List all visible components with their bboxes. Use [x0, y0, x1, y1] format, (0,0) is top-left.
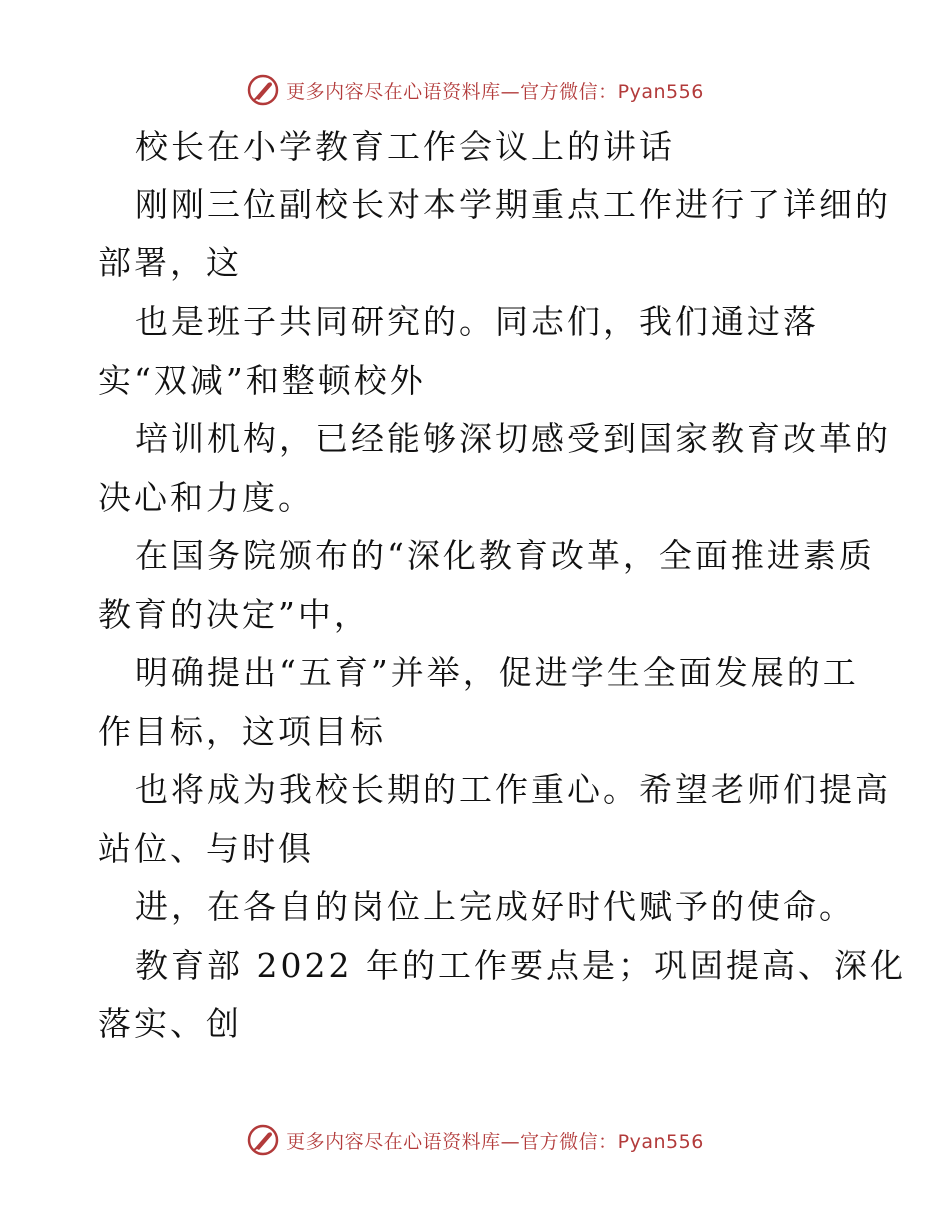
paragraph-line: 决心和力度。: [98, 478, 314, 517]
paragraph-line: 培训机构，已经能够深切感受到国家教育改革的: [135, 419, 891, 458]
paragraph-line: 教育部 2022 年的工作要点是；巩固提高、深化: [135, 946, 906, 985]
paragraph-line: 落实、创: [98, 1004, 242, 1043]
document-title: 校长在小学教育工作会议上的讲话: [135, 127, 675, 166]
paragraph-line: 在国务院颁布的“深化教育改革，全面推进素质: [135, 536, 875, 575]
watermark-header: [0, 72, 950, 108]
paragraph-line: 刚刚三位副校长对本学期重点工作进行了详细的: [135, 185, 891, 224]
watermark-text: 更多内容尽在心语资料库—官方微信：Pyan556: [286, 1130, 704, 1153]
paragraph-line: 站位、与时俱: [98, 829, 314, 868]
paragraph-line: 也将成为我校长期的工作重心。希望老师们提高: [135, 770, 891, 809]
paragraph-line: 也是班子共同研究的。同志们，我们通过落: [135, 302, 819, 341]
watermark-text: 更多内容尽在心语资料库—官方微信：Pyan556: [286, 80, 704, 103]
watermark-footer: [0, 1122, 950, 1158]
paragraph-line: 作目标，这项目标: [98, 712, 386, 751]
paragraph-line: 部署，这: [98, 243, 242, 282]
quill-pen-logo-icon: [246, 1123, 280, 1157]
paragraph-line: 实“双减”和整顿校外: [98, 361, 426, 400]
quill-pen-logo-icon: [246, 73, 280, 107]
paragraph-line: 进，在各自的岗位上完成好时代赋予的使命。: [135, 887, 855, 926]
paragraph-line: 明确提出“五育”并举，促进学生全面发展的工: [135, 653, 859, 692]
paragraph-line: 教育的决定”中，: [98, 595, 370, 634]
